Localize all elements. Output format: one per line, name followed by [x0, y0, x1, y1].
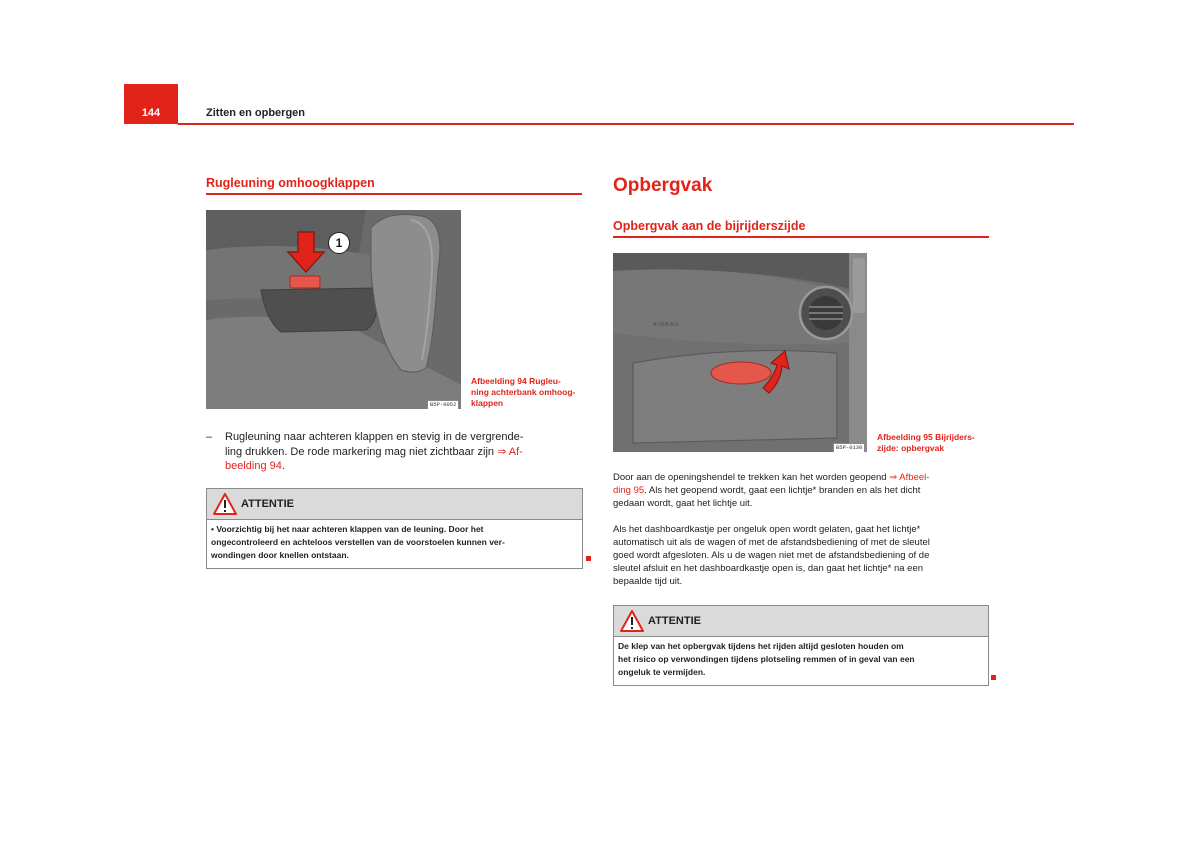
caption-line: Afbeelding 95 Bijrijders-: [877, 432, 975, 442]
warning-text: [614, 637, 988, 682]
para-line: Als het dashboardkastje per ongeluk open wordt gelaten, gaat het lichtje*: [613, 524, 921, 535]
callout-1: 1: [328, 232, 350, 254]
figure-id-label: B5P-0130: [833, 443, 865, 452]
caption-line: klappen: [471, 398, 504, 408]
step-line: ling drukken. De rode markering mag niet zichtbaar zijn: [225, 445, 495, 458]
glovebox-illustration: [613, 253, 867, 452]
caption-line: ning achterbank omhoog-: [471, 387, 576, 397]
chapter-title: Zitten en opbergen: [206, 107, 305, 119]
warning-line: ongeluk te vermijden.: [618, 667, 706, 677]
section-heading-left: Rugleuning omhoogklappen: [206, 176, 375, 190]
warning-line: wondingen door knellen ontstaan.: [211, 550, 349, 560]
warning-title: ATTENTIE: [648, 615, 701, 627]
warning-header: [207, 489, 582, 520]
caption-line: Afbeelding 94 Rugleu-: [471, 376, 561, 386]
figure-94-caption: [471, 376, 575, 409]
figure-id-label: B5P-0052: [427, 400, 459, 409]
page-section-title: Opbergvak: [613, 175, 713, 196]
section-heading-right: Opbergvak aan de bijrijderszijde: [613, 219, 806, 233]
step-dash: –: [206, 431, 213, 443]
warning-triangle-icon: [213, 493, 237, 515]
para-line: bepaalde tijd uit.: [613, 576, 683, 587]
figure-95-caption: [877, 432, 975, 454]
section-end-mark: [586, 556, 591, 561]
warning-box-left: [206, 488, 583, 569]
figure-link[interactable]: ⇒ Afbeel-: [889, 472, 930, 483]
warning-triangle-icon: [620, 610, 644, 632]
figure-link[interactable]: ding 95: [613, 485, 645, 496]
figure-94: [206, 210, 461, 409]
header-rule: [178, 123, 1074, 125]
figure-link[interactable]: ⇒ Af-: [497, 445, 523, 458]
instruction-step: [206, 430, 582, 474]
paragraph-2: [613, 523, 993, 588]
warning-title: ATTENTIE: [241, 498, 294, 510]
figure-link[interactable]: beelding 94: [225, 460, 282, 472]
caption-line: zijde: opbergvak: [877, 443, 945, 453]
step-end: .: [281, 460, 285, 472]
arrow-down-icon: [284, 230, 328, 276]
warning-box-right: [613, 605, 989, 686]
para-line: goed wordt afgesloten. Als u de wagen niet met de afstandsbediening of de: [613, 550, 930, 561]
para-line: automatisch uit als de wagen of met de afstandsbediening of met de sleutel: [613, 537, 930, 548]
warning-line: ongecontroleerd en achteloos verstellen van de voorstoelen kunnen ver-: [211, 537, 505, 547]
warning-text: [207, 520, 582, 565]
page-number: 144: [141, 107, 161, 119]
paragraph-1: [613, 471, 993, 510]
warning-line: • Voorzichtig bij het naar achteren klappen van de leuning. Door het: [211, 524, 484, 534]
figure-95: [613, 253, 867, 452]
airbag-label: AIRBAG: [653, 322, 680, 328]
para-line: gedaan wordt, gaat het lichtje uit.: [613, 498, 753, 509]
para-line: Door aan de openingshendel te trekken kan het worden geopend: [613, 472, 887, 483]
step-line: Rugleuning naar achteren klappen en stevig in de vergrende-: [225, 431, 524, 443]
para-line: . Als het geopend wordt, gaat een lichtje* branden en als het dicht: [644, 485, 921, 496]
section-rule-left: [206, 193, 582, 195]
section-end-mark: [991, 675, 996, 680]
para-line: sleutel afsluit en het dashboardkastje open is, dan gaat het lichtje* na een: [613, 563, 924, 574]
warning-header: [614, 606, 988, 637]
warning-line: De klep van het opbergvak tijdens het rijden altijd gesloten houden om: [618, 641, 904, 651]
section-rule-right: [613, 236, 989, 238]
warning-line: het risico op verwondingen tijdens plotseling remmen of in geval van een: [618, 654, 915, 664]
